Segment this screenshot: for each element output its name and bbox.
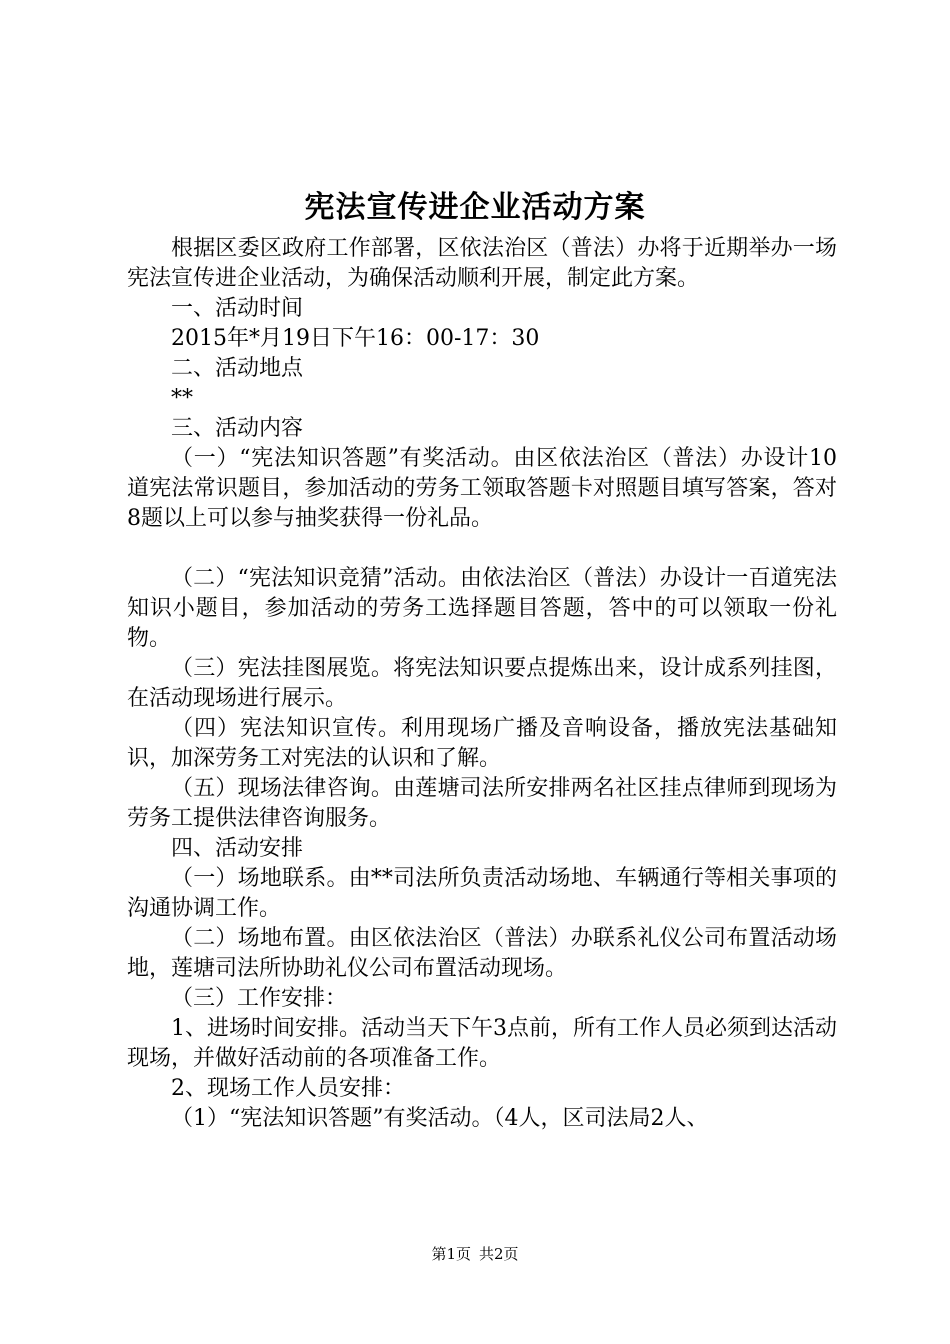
page-number-total: 共2页 bbox=[479, 1245, 519, 1263]
paragraph-arrangement-item-1: （一）场地联系。由**司法所负责活动场地、车辆通行等相关事项的沟通协调工作。 bbox=[127, 866, 837, 921]
heading-activity-arrangement: 四、活动安排 bbox=[171, 836, 304, 861]
paragraph-content-item-2: （二）“宪法知识竞猜”活动。由依法治区（普法）办设计一百道宪法知识小题目，参加活动的劳务工选择题目答题，答中的可以领取一份礼物。 bbox=[127, 566, 837, 651]
paragraph-content-item-1: （一）“宪法知识答题”有奖活动。由区依法治区（普法）办设计10道宪法常识题目，参加活动的劳务工领取答题卡对照题目填写答案，答对8题以上可以参与抽奖获得一份礼品。 bbox=[127, 446, 837, 531]
paragraph-activity-time: 2015年*月19日下午16：00-17：30 bbox=[171, 326, 540, 351]
paragraph-staff-quiz: （1）“宪法知识答题”有奖活动。（4人，区司法局2人、 bbox=[171, 1106, 709, 1131]
page-number-current: 第1页 bbox=[431, 1245, 471, 1263]
heading-activity-time: 一、活动时间 bbox=[171, 296, 304, 321]
paragraph-content-item-4: （四）宪法知识宣传。利用现场广播及音响设备，播放宪法基础知识，加深劳务工对宪法的认识和了解。 bbox=[127, 716, 837, 771]
paragraph-content-item-5: （五）现场法律咨询。由莲塘司法所安排两名社区挂点律师到现场为劳务工提供法律咨询服务。 bbox=[127, 776, 837, 831]
paragraph-entry-time: 1、进场时间安排。活动当天下午3点前，所有工作人员必须到达活动现场，并做好活动前的各项准备工作。 bbox=[127, 1016, 837, 1071]
paragraph-intro: 根据区委区政府工作部署，区依法治区（普法）办将于近期举办一场宪法宣传进企业活动，为确保活动顺利开展，制定此方案。 bbox=[127, 236, 837, 291]
paragraph-content-item-3: （三）宪法挂图展览。将宪法知识要点提炼出来，设计成系列挂图，在活动现场进行展示。 bbox=[127, 656, 837, 711]
paragraph-staff-arrangement: 2、现场工作人员安排： bbox=[171, 1076, 405, 1101]
page-footer bbox=[0, 1243, 950, 1265]
paragraph-activity-location: ** bbox=[171, 386, 193, 411]
paragraph-arrangement-item-3: （三）工作安排： bbox=[171, 986, 348, 1011]
heading-activity-content: 三、活动内容 bbox=[171, 416, 304, 441]
heading-activity-location: 二、活动地点 bbox=[171, 356, 304, 381]
paragraph-arrangement-item-2: （二）场地布置。由区依法治区（普法）办联系礼仪公司布置活动场地，莲塘司法所协助礼仪公司布置活动现场。 bbox=[127, 926, 837, 981]
document-body bbox=[127, 234, 837, 1134]
document-title: 宪法宣传进企业活动方案 bbox=[304, 190, 646, 225]
